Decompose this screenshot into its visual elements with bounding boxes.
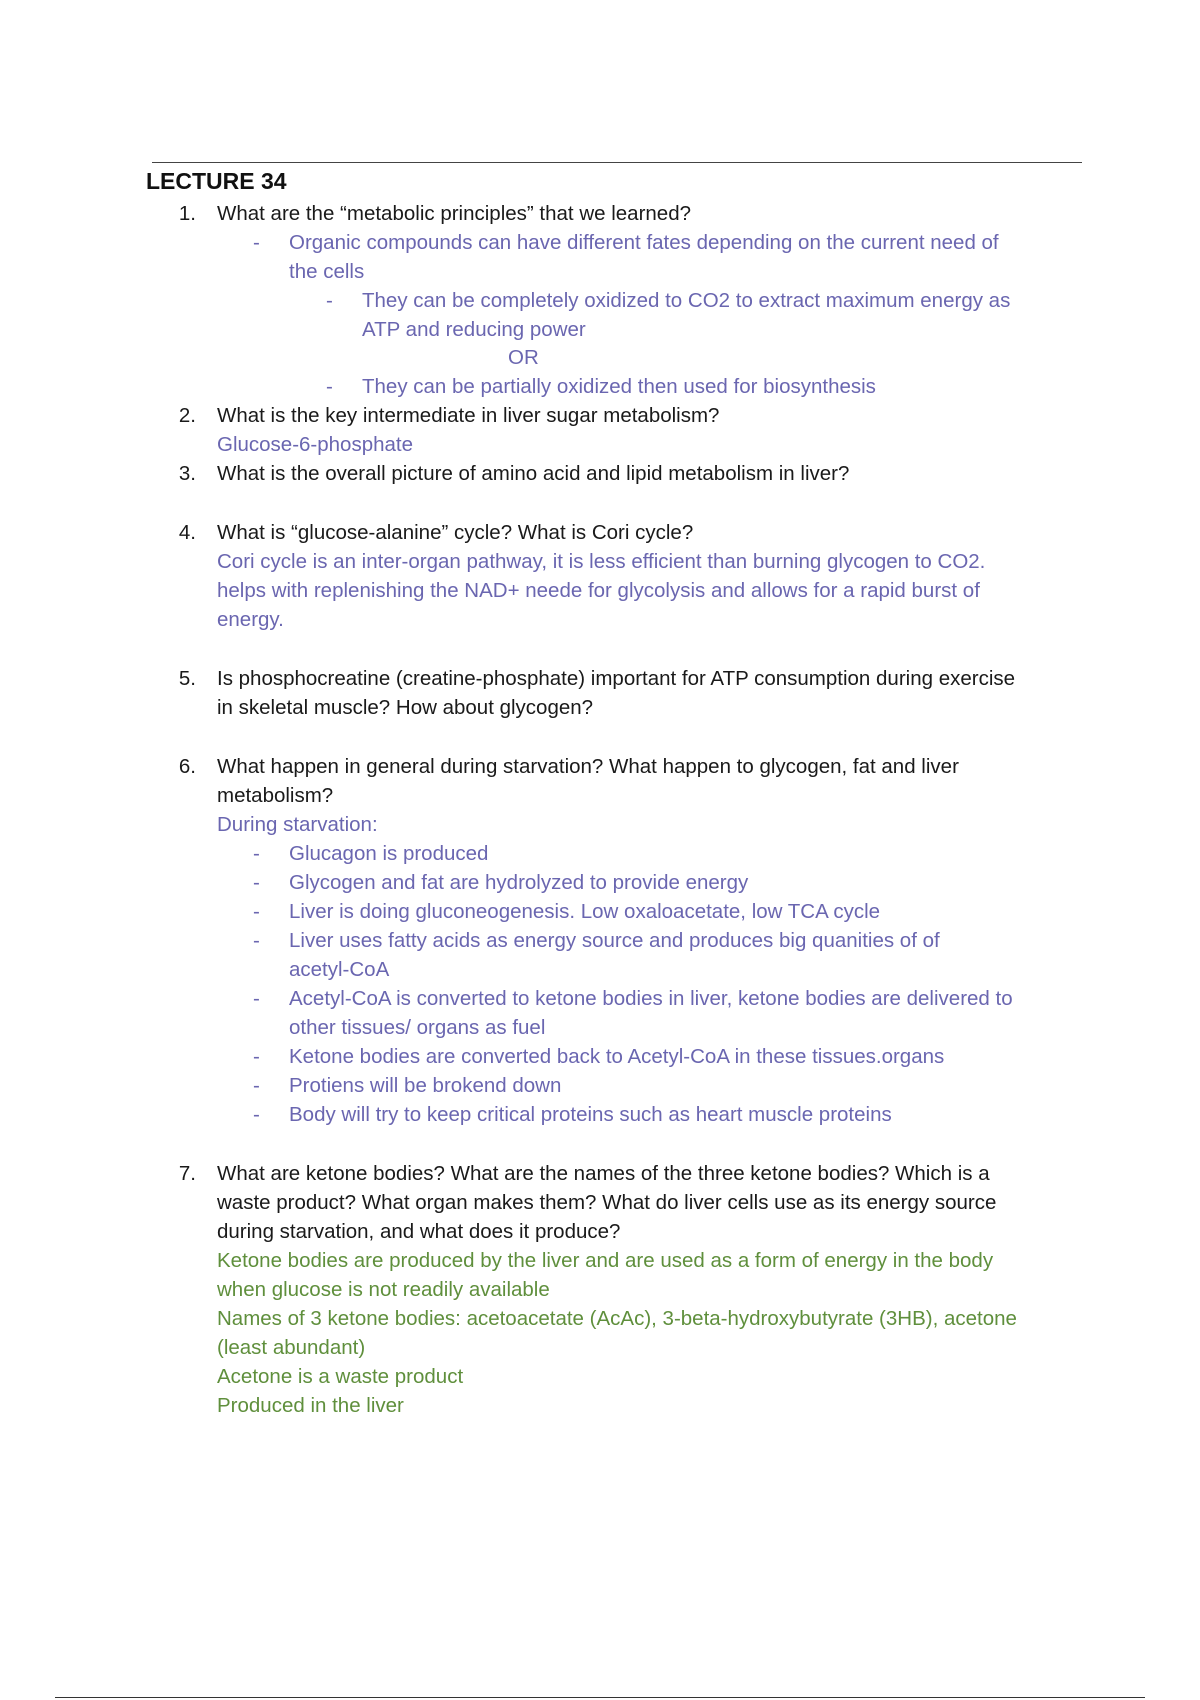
q6-b1: Glucagon is produced xyxy=(289,842,489,865)
q6-b7-dash: - xyxy=(253,1074,260,1097)
q4-number: 4. xyxy=(178,521,196,544)
q6-b4-line2: acetyl-CoA xyxy=(289,958,390,981)
q7-text-line1: What are ketone bodies? What are the names of the three ketone bodies? Which is a xyxy=(217,1162,990,1185)
q5-number: 5. xyxy=(178,667,196,690)
q1-text: What are the “metabolic principles” that we learned? xyxy=(217,202,692,225)
q4-answer-line3: energy. xyxy=(217,608,284,631)
q1-number: 1. xyxy=(178,202,196,225)
q6-b3-dash: - xyxy=(253,900,260,923)
q6-b8-dash: - xyxy=(253,1103,260,1126)
q2-number: 2. xyxy=(178,404,196,427)
q3-number: 3. xyxy=(178,462,196,485)
q6-b6-dash: - xyxy=(253,1045,260,1068)
q4-answer-line2: helps with replenishing the NAD+ neede for glycolysis and allows for a rapid burst of xyxy=(217,579,980,602)
q6-b5-line1: Acetyl-CoA is converted to ketone bodies in liver, ketone bodies are delivered to xyxy=(289,987,1013,1010)
q7-number: 7. xyxy=(178,1162,196,1185)
q6-b4-line1: Liver uses fatty acids as energy source and produces big quanities of of xyxy=(289,929,940,952)
q6-b1-dash: - xyxy=(253,842,260,865)
q1-sub2-dash: - xyxy=(326,375,333,398)
q1-or-text: OR xyxy=(508,346,539,369)
q1-sub1-line2: ATP and reducing power xyxy=(362,318,586,341)
q7-answer4: Produced in the liver xyxy=(217,1394,404,1417)
q6-b3: Liver is doing gluconeogenesis. Low oxaloacetate, low TCA cycle xyxy=(289,900,881,923)
q6-b4-dash: - xyxy=(253,929,260,952)
q6-b8: Body will try to keep critical proteins such as heart muscle proteins xyxy=(289,1103,892,1126)
q6-b5-dash: - xyxy=(253,987,260,1010)
page-title: LECTURE 34 xyxy=(146,168,287,194)
q7-text-line3: during starvation, and what does it produce? xyxy=(217,1220,621,1243)
q7-answer2-line1: Names of 3 ketone bodies: acetoacetate (AcAc), 3-beta-hydroxybutyrate (3HB), acetone xyxy=(217,1307,1017,1330)
q7-answer1-line2: when glucose is not readily available xyxy=(217,1278,550,1301)
q7-answer3: Acetone is a waste product xyxy=(217,1365,464,1388)
q1-sub1-dash: - xyxy=(326,289,333,312)
q2-text: What is the key intermediate in liver sugar metabolism? xyxy=(217,404,720,427)
q4-text: What is “glucose-alanine” cycle? What is Cori cycle? xyxy=(217,521,694,544)
q6-b5-line2: other tissues/ organs as fuel xyxy=(289,1016,546,1039)
q4-answer-line1: Cori cycle is an inter-organ pathway, it is less efficient than burning glycogen to CO2. xyxy=(217,550,986,573)
q1-bullet-a-line1: Organic compounds can have different fates depending on the current need of xyxy=(289,231,999,254)
q6-b7: Protiens will be brokend down xyxy=(289,1074,562,1097)
q3-text: What is the overall picture of amino acid and lipid metabolism in liver? xyxy=(217,462,850,485)
q5-text-line2: in skeletal muscle? How about glycogen? xyxy=(217,696,594,719)
q5-text-line1: Is phosphocreatine (creatine-phosphate) important for ATP consumption during exercise xyxy=(217,667,1016,690)
bottom-horizontal-rule xyxy=(55,1697,1145,1698)
q6-text-line1: What happen in general during starvation? What happen to glycogen, fat and liver xyxy=(217,755,959,778)
q7-text-line2: waste product? What organ makes them? What do liver cells use as its energy source xyxy=(217,1191,997,1214)
q7-answer2-line2: (least abundant) xyxy=(217,1336,366,1359)
q1-bullet-a-line2: the cells xyxy=(289,260,365,283)
q6-b2-dash: - xyxy=(253,871,260,894)
q6-b6: Ketone bodies are converted back to Acetyl-CoA in these tissues.organs xyxy=(289,1045,945,1068)
q2-answer: Glucose-6-phosphate xyxy=(217,433,414,456)
q6-b2: Glycogen and fat are hydrolyzed to provide energy xyxy=(289,871,749,894)
top-horizontal-rule xyxy=(152,162,1082,163)
q1-sub2: They can be partially oxidized then used for biosynthesis xyxy=(362,375,876,398)
q7-answer1-line1: Ketone bodies are produced by the liver and are used as a form of energy in the body xyxy=(217,1249,994,1272)
q6-text-line2: metabolism? xyxy=(217,784,334,807)
q6-intro: During starvation: xyxy=(217,813,378,836)
q1-bullet-dash: - xyxy=(253,231,260,254)
q1-sub1-line1: They can be completely oxidized to CO2 to extract maximum energy as xyxy=(362,289,1011,312)
q6-number: 6. xyxy=(178,755,196,778)
